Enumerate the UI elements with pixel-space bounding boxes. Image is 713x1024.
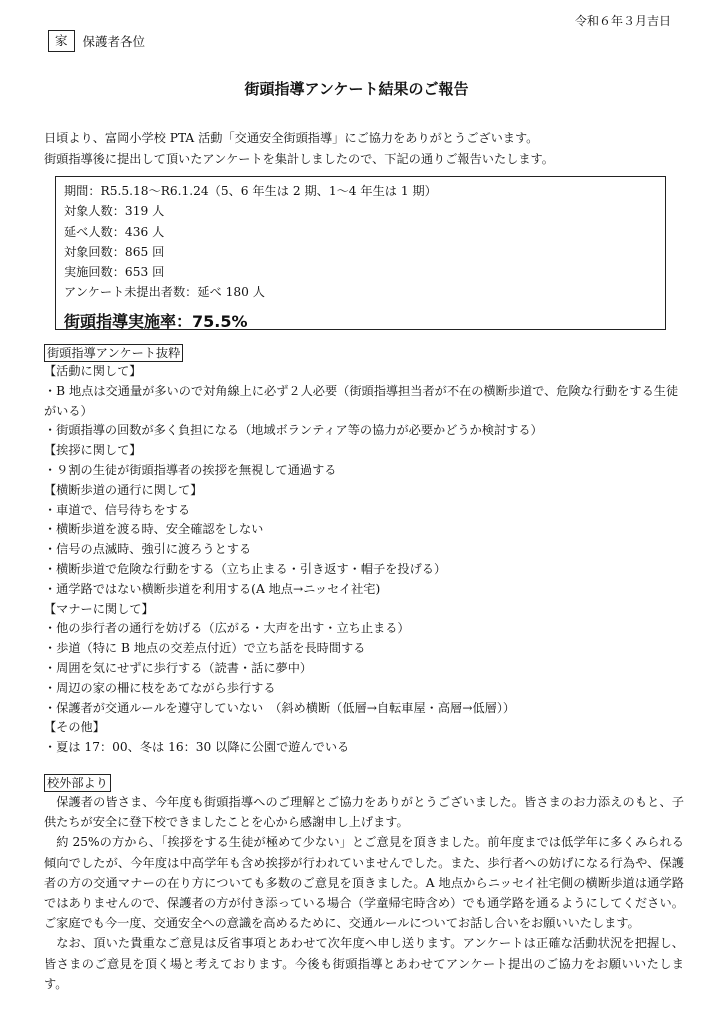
survey-lines	[44, 362, 684, 758]
school-paragraph: 約 25%の方から、「挨拶をする生徒が極めて少ない」とご意見を頂きました。前年度までは低学年に多くみられる傾向でしたが、今年度は中高学年も含め挨拶が行われていませんでした。また、歩行者への妨げになる行為や、保護者の方の交通マナーの在り方についても多数のご意見を頂きました。A 地点からニッセイ社宅側の横断歩道は通学路ではありませんので、保護者の方が付き添っている場合（学童帰宅時含め）でも通学路を通るようにしてください。ご家庭でも今一度、交通安全への意識を高めるために、交通ルールについてお話し合いをお願いいたします。	[44, 835, 684, 931]
school-heading: 校外部より	[44, 774, 111, 792]
summary-done-times: 実施回数：653 回	[64, 265, 165, 280]
survey-item: ・夏は 17：00、冬は 16：30 以降に公園で遊んでいる	[44, 740, 350, 755]
document-title: 街頭指導アンケート結果のご報告	[244, 80, 469, 98]
survey-item: ・街頭指導の回数が多く負担になる（地域ボランティア等の協力が必要かどうか検討する）	[44, 423, 543, 438]
survey-item: ・保護者が交通ルールを遵守していない （斜め横断（低層→自転車屋・高層→低層））	[44, 700, 516, 715]
school-paragraph: 保護者の皆さま、今年度も街頭指導へのご理解とご協力をありがとうございました。皆さまのお力添えのもと、子供たちが安全に登下校できましたことを心から感謝申し上げます。	[44, 795, 684, 830]
summary-unsubmitted: アンケート未提出者数：延べ 180 人	[64, 285, 265, 300]
intro-text	[44, 128, 684, 170]
survey-item: ・通学路ではない横断歩道を利用する(A 地点→ニッセイ社宅)	[44, 581, 381, 596]
school-section	[44, 774, 684, 994]
summary-box	[55, 176, 666, 330]
survey-item: ・横断歩道で危険な行動をする（立ち止まる・引き返す・帽子を投げる）	[44, 561, 447, 576]
survey-category: 【横断歩道の通行に関して】	[44, 482, 203, 497]
survey-item: ・９割の生徒が街頭指導者の挨拶を無視して通過する	[44, 462, 337, 477]
survey-item: ・他の歩行者の通行を妨げる（広がる・大声を出す・立ち止まる）	[44, 621, 410, 636]
survey-item: ・車道で、信号待ちをする	[44, 502, 191, 517]
issue-date: 令和６年３月吉日	[574, 14, 671, 28]
survey-item: ・横断歩道を渡る時、安全確認をしない	[44, 522, 264, 537]
survey-item: ・周囲を気にせずに歩行する（読書・話に夢中）	[44, 660, 313, 675]
implementation-rate: 街頭指導実施率：75.5%	[64, 311, 248, 331]
summary-target-count: 対象人数：319 人	[64, 204, 165, 219]
recipient-category-box: 家	[48, 30, 75, 52]
school-paragraph: なお、頂いた貴重なご意見は反省事項とあわせて次年度へ申し送ります。アンケートは正確な活動状況を把握し、皆さまのご意見を頂く場と考えております。今後も街頭指導とあわせてアンケート提出のご協力をお願いいたします。	[44, 936, 684, 991]
summary-total-count: 延べ人数：436 人	[64, 224, 165, 239]
survey-category: 【マナーに関して】	[44, 601, 154, 616]
summary-period: 期間：R5.5.18〜R6.1.24（5、6 年生は 2 期、1〜4 年生は 1 期）	[64, 184, 437, 198]
survey-item: ・B 地点は交通量が多いので対角線上に必ず２人必要（街頭指導担当者が不在の横断歩道で、危険な行動をする生徒がいる）	[44, 383, 679, 418]
recipient-line	[48, 30, 145, 52]
survey-item: ・信号の点滅時、強引に渡ろうとする	[44, 542, 252, 557]
survey-category: 【活動に関して】	[44, 364, 142, 378]
recipient-label: 保護者各位	[82, 34, 146, 49]
survey-category: 【挨拶に関して】	[44, 443, 142, 458]
intro-line: 街頭指導後に提出して頂いたアンケートを集計しましたので、下記の通りご報告いたします。	[44, 152, 554, 166]
survey-item: ・周辺の家の柵に枝をあてながら歩行する	[44, 680, 276, 695]
survey-item: ・歩道（特に B 地点の交差点付近）で立ち話を長時間する	[44, 641, 366, 656]
survey-heading: 街頭指導アンケート抜粋	[44, 344, 183, 362]
intro-line: 日頃より、富岡小学校 PTA 活動「交通安全街頭指導」にご協力をありがとうございます。	[44, 131, 539, 145]
survey-category: 【その他】	[44, 720, 105, 735]
summary-target-times: 対象回数：865 回	[64, 244, 165, 259]
survey-section	[44, 344, 684, 758]
